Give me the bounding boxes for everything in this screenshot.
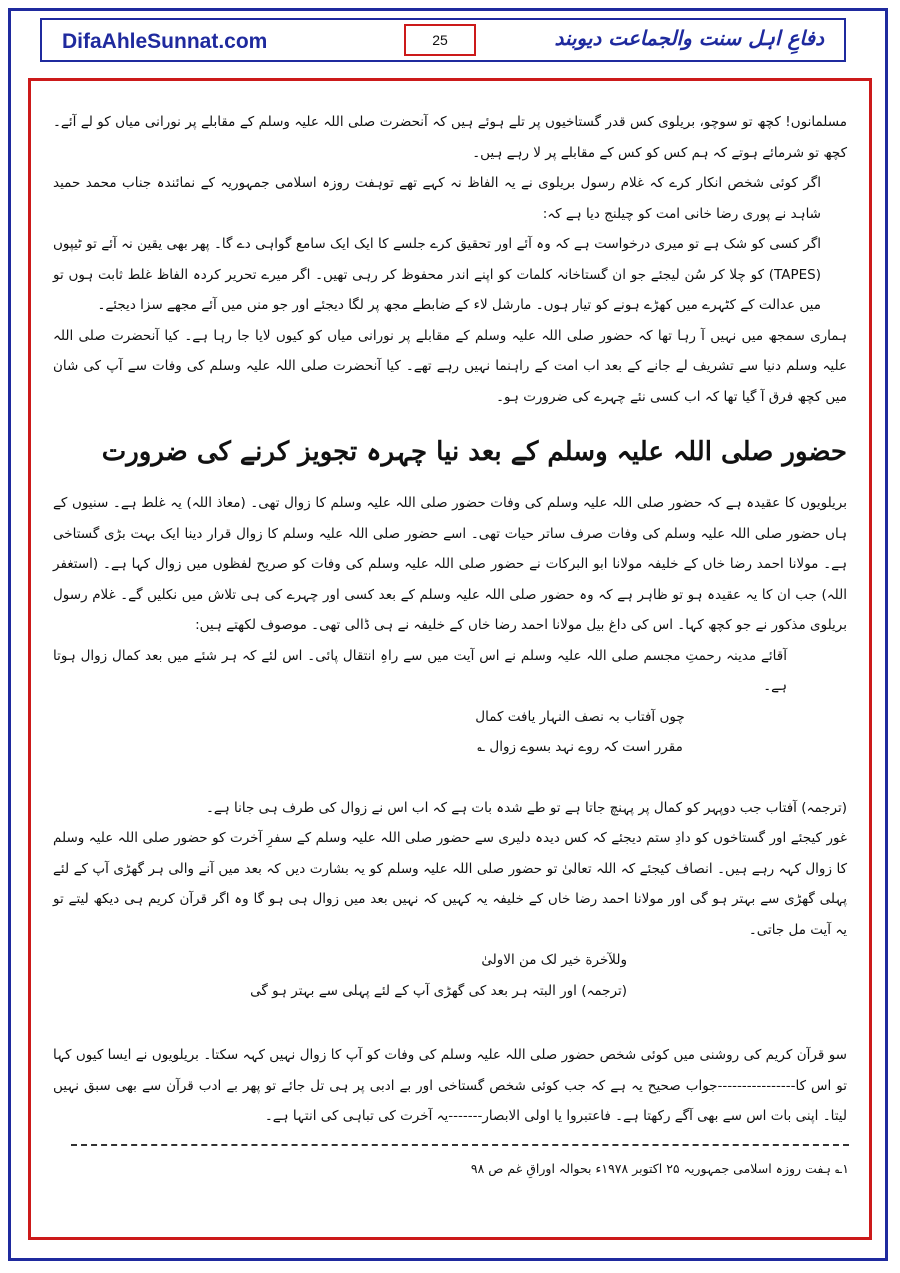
paragraph: مسلمانوں! کچھ تو سوچو، بریلوی کس قدر گستاخیوں پر تلے ہوئے ہیں کہ آنحضرت صلی اللہ علیہ وسلم کے مقابلے پر نورانی میاں کو لے آئے۔ کچھ تو شرمائے ہوتے کہ ہم کس کو کس کے مقابلے پر لا رہے ہیں۔ bbox=[53, 114, 847, 161]
content-frame bbox=[28, 78, 872, 1240]
page-number: 25 bbox=[404, 24, 476, 56]
paragraph: ہماری سمجھ میں نہیں آ رہا تھا کہ حضور صلی اللہ علیہ وسلم کے مقابلے پر نورانی میاں کو کیوں لایا جا رہا ہے۔ کیا آنحضرت صلی اللہ علیہ وسلم دنیا سے تشریف لے جانے کے بعد اب امت کے راہنما نہیں رہے تھے۔ کیا آنحضرت صلی اللہ علیہ وسلم کی وفات سے آپ کی شان میں کچھ فرق آ گیا تھا کہ اب کسی نئے چہرے کی ضرورت ہو۔ bbox=[53, 327, 847, 405]
quoted-paragraph: اگر کسی کو شک ہے تو میری درخواست ہے کہ وہ آئے اور تحقیق کرے جلسے کا ایک ایک سامع گواہی دے گا۔ پھر بھی یقین نہ آئے تو ٹیپوں (TAPES) کو چلا کر سُن لیجئے جو ان گستاخانہ کلمات کو اپنے اندر محفوظ کر رہی تھیں۔ اگر میرے تحریر کردہ الفاظ غلط ثابت ہوں تو میں عدالت کے کٹہرے میں کھڑے ہونے کو تیار ہوں۔ مارشل لاء کے ضابطے مجھ پر لگا دیجئے اور جو منں میں آئے مجھے سزا دیجئے۔ bbox=[53, 236, 821, 313]
translation: (ترجمہ) اور البتہ ہر بعد کی گھڑی آپ کے لئے پہلی سے بہتر ہو گی bbox=[250, 982, 627, 999]
footnote-separator bbox=[71, 1144, 849, 1146]
site-name[interactable]: DifaAhleSunnat.com bbox=[62, 30, 268, 53]
paragraph: غور کیجئے اور گستاخوں کو دادِ ستم دیجئے کہ کس دیدہ دلیری سے حضور صلی اللہ علیہ وسلم کے سفرِ آخرت کو حضور صلی اللہ علیہ وسلم کا زوال کہہ رہے ہیں۔ انصاف کیجئے کہ اللہ تعالیٰ تو حضور صلی اللہ علیہ وسلم کو یہ بشارت دیں کہ بعد میں آنے والی ہر گھڑی آپ کے لئے پہلی گھڑی سے بہتر ہو گی اور مولانا احمد رضا خاں کے خلیفہ یہ کہیں کہ نہیں بعد میں زوال ہی ہو گا وہ اگر قرآن کریم ہی دیکھ لیتے تو یہ آیت مل جاتی۔ bbox=[53, 830, 847, 938]
quranic-verse: وللآخرة خیر لک من الاولیٰ bbox=[481, 952, 627, 968]
paragraph: بریلویوں کا عقیدہ ہے کہ حضور صلی اللہ علیہ وسلم کی وفات حضور صلی اللہ علیہ وسلم کا زوال تھی۔ (معاذ اللہ) یہ غلط ہے۔ سنیوں کے ہاں حضور صلی اللہ علیہ وسلم کی وفات صرف ساتر حیات تھی۔ اسے حضور صلی اللہ علیہ وسلم کا زوال قرار دینا ایک بہت بڑی گستاخی ہے۔ مولانا احمد رضا خاں کے خلیفہ مولانا ابو البرکات نے حضور صلی اللہ علیہ وسلم کی وفات کو صریح لفظوں میں زوال کہا ہے۔ (استغفر اللہ) جب ان کا یہ عقیدہ ہو تو ظاہر ہے کہ وہ حضور صلی اللہ علیہ وسلم کے بعد کسی اور چہرے کی ہی تلاش میں نکلیں گے۔ غلام رسول بریلوی مذکور نے جو کچھ کہا۔ اس کی داغ بیل مولانا احمد رضا خاں کے خلیفہ نے ہی ڈالی تھی۔ موصوف لکھتے ہیں: bbox=[53, 495, 847, 633]
article-body bbox=[53, 107, 847, 1132]
quoted-paragraph: آقائے مدینہ رحمتِ مجسم صلی اللہ علیہ وسلم نے اس آیت میں سے راہِ انتقال پائی۔ اس لئے کہ ہر شئے میں بعد کمال زوال ہوتا ہے۔ bbox=[53, 647, 787, 694]
paragraph: اگر کوئی شخص انکار کرے کہ غلام رسول بریلوی نے یہ الفاظ نہ کہے تھے توہفت روزہ اسلامی جمہوریہ کے نمائندہ جناب محمد حمید شاہد نے پوری رضا خانی امت کو چیلنج دیا ہے کہ: bbox=[53, 175, 821, 222]
footnote: ۱؎ ہفت روزہ اسلامی جمہوریہ ۲۵ اکتوبر ۱۹۷۸ء بحوالہ اوراقِ غم ص ۹۸ bbox=[470, 1161, 849, 1176]
section-heading: حضور صلی اللہ علیہ وسلم کے بعد نیا چہرہ تجویز کرنے کی ضرورت bbox=[101, 437, 847, 467]
verse-line: مقرر است کہ روے نہد بسوے زوال ؎ bbox=[477, 739, 683, 755]
paragraph: سو قرآن کریم کی روشنی میں کوئی شخص حضور صلی اللہ علیہ وسلم کی وفات کو آپ کا زوال نہیں کہہ سکتا۔ بریلویوں نے ایسا کیوں کہا تو اس کا----------------جواب صحیح یہ ہے کہ جب کوئی شخص گستاخی اور بے ادبی پر ہی تل جائے تو پھر بے ادب قرآن سے بھی سبق نہیں لیتا۔ اپنی بات اس سے بھی آگے رکھتا ہے۔ فاعتبروا یا اولی الابصار-------یہ آخرت کی تباہی کی انتہا ہے۔ bbox=[53, 1047, 847, 1124]
page-header bbox=[40, 18, 846, 62]
verse-line: چوں آفتاب بہ نصف النہار یافت کمال bbox=[475, 708, 685, 725]
book-title: دفاعِ اہل سنت والجماعت دیوبند bbox=[554, 26, 824, 50]
translation: (ترجمہ) آفتاب جب دوپہر کو کمال پر پہنچ جاتا ہے تو طے شدہ بات ہے کہ اب اس نے زوال کی طرف ہی جانا ہے۔ bbox=[206, 799, 847, 816]
